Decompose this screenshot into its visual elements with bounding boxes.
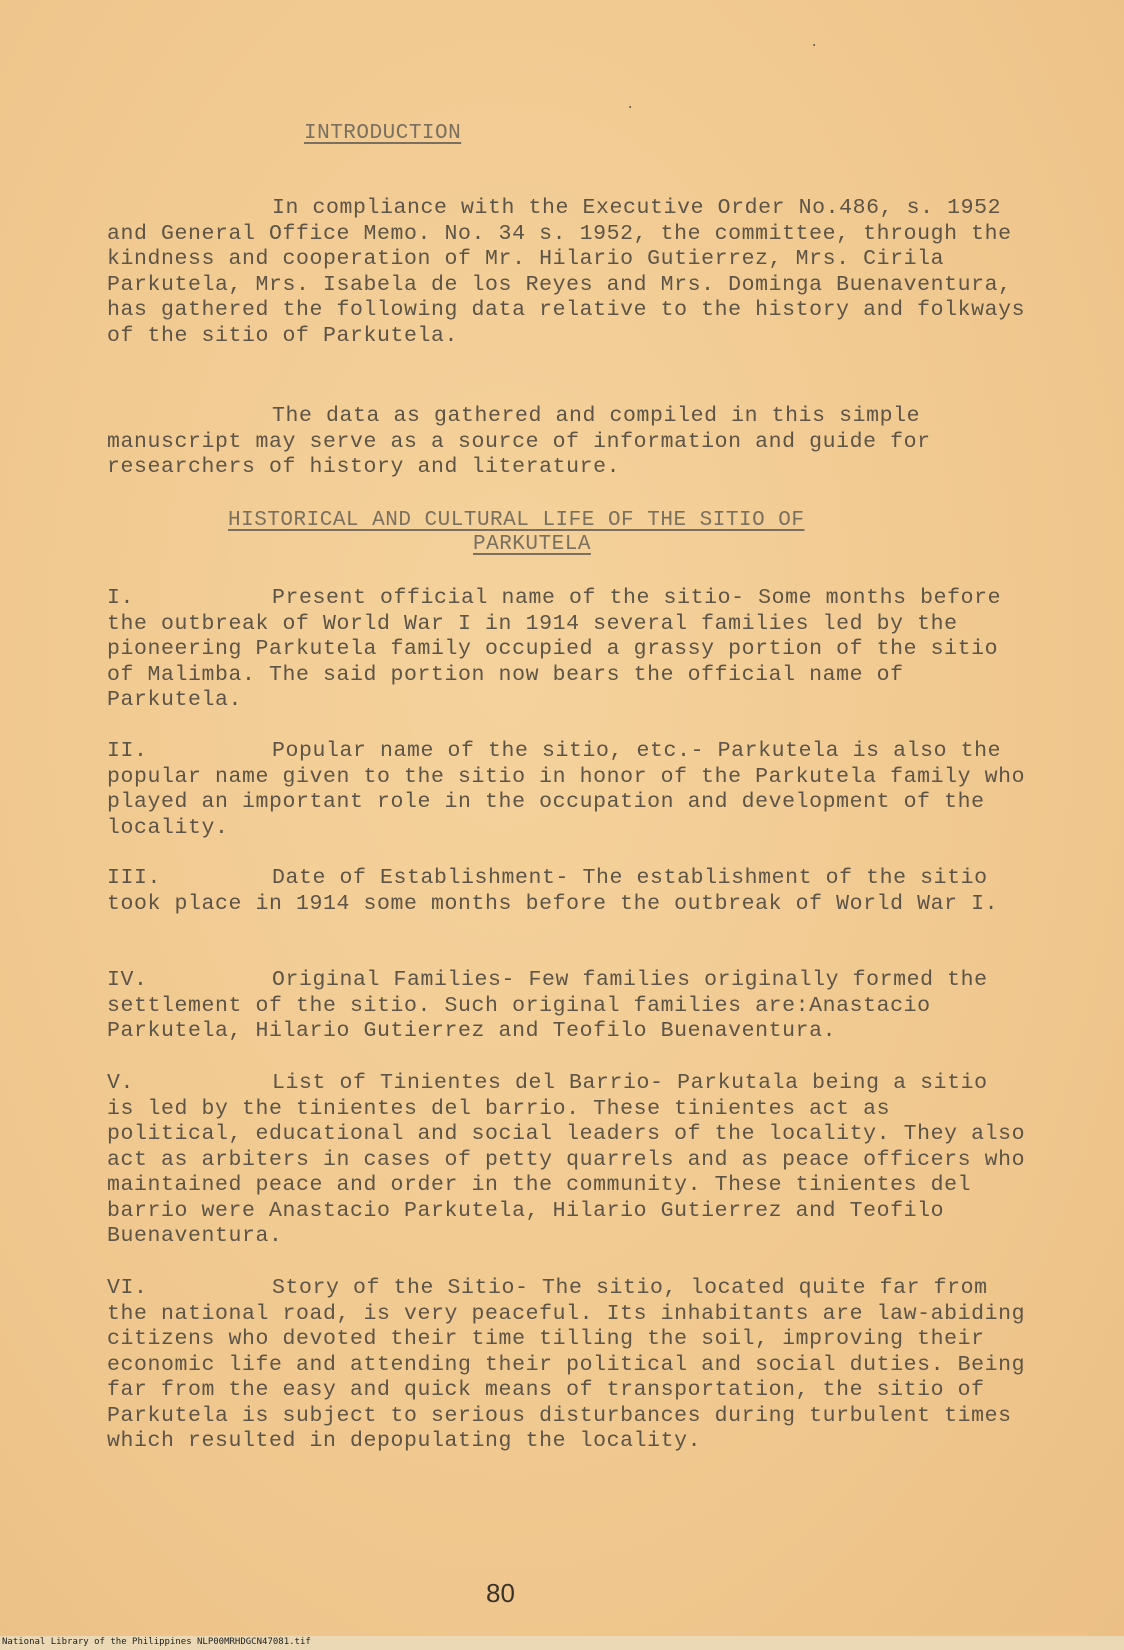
- section-2: II. Popular name of the sitio, etc.- Parkutela is also the popular name given to the sitio in honor of the Parkutela family who played an important role in the occupation and development of the locality.: [107, 739, 1026, 840]
- footer-file: NLP00MRHDGCN47081.tif: [197, 1637, 311, 1647]
- history-heading-line-2: PARKUTELA: [473, 533, 591, 556]
- section-3: III. Date of Establishment- The establishment of the sitio took place in 1914 some months before the outbreak of World War I.: [107, 866, 999, 916]
- scan-footer: [0, 1636, 1124, 1650]
- introduction-heading: INTRODUCTION: [304, 122, 462, 145]
- introduction-paragraph-1: In compliance with the Executive Order No.486, s. 1952 and General Office Memo. No. 34 s. 1952, the committee, through the kindness and cooperation of Mr. Hilario Gutierrez, Mrs. Cirila Parkutela, Mrs. Isabela de los Reyes and Mrs. Dominga Buenaventura, has gathered the following data relative to the history and folkways of the sitio of Parkutela.: [107, 196, 1026, 348]
- section-1: I. Present official name of the sitio- Some months before the outbreak of World War I in 1914 several families led by the pioneering Parkutela family occupied a grassy portion of the sitio of Malimba. The said portion now bears the official name of Parkutela.: [107, 586, 1002, 712]
- section-4: IV. Original Families- Few families originally formed the settlement of the sitio. Such original families are:Anastacio Parkutela, Hilario Gutierrez and Teofilo Buenaventura.: [107, 968, 988, 1043]
- history-heading-line-1: HISTORICAL AND CULTURAL LIFE OF THE SITIO OF: [228, 509, 805, 532]
- introduction-paragraph-2: The data as gathered and compiled in this simple manuscript may serve as a source of information and guide for researchers of history and literature.: [107, 404, 931, 479]
- page-number: 80: [486, 1578, 515, 1608]
- section-5: V. List of Tinientes del Barrio- Parkutala being a sitio is led by the tinientes del barrio. These tinientes act as political, educational and social leaders of the locality. They also act as arbiters in cases of petty quarrels and as peace officers who maintained peace and order in the community. These tinientes del barrio were Anastacio Parkutela, Hilario Gutierrez and Teofilo Buenaventura.: [107, 1071, 1026, 1248]
- section-6: VI. Story of the Sitio- The sitio, located quite far from the national road, is very peaceful. Its inhabitants are law-abiding citizens who devoted their time tilling the soil, improving their economic life and attending their political and social duties. Being far from the easy and quick means of transportation, the sitio of Parkutela is subject to serious disturbances during turbulent times which resulted in depopulating the locality.: [107, 1276, 1026, 1453]
- paper-speck: ·: [626, 100, 635, 116]
- footer-library: National Library of the Philippines: [2, 1637, 192, 1647]
- paper-speck: ·: [810, 38, 819, 54]
